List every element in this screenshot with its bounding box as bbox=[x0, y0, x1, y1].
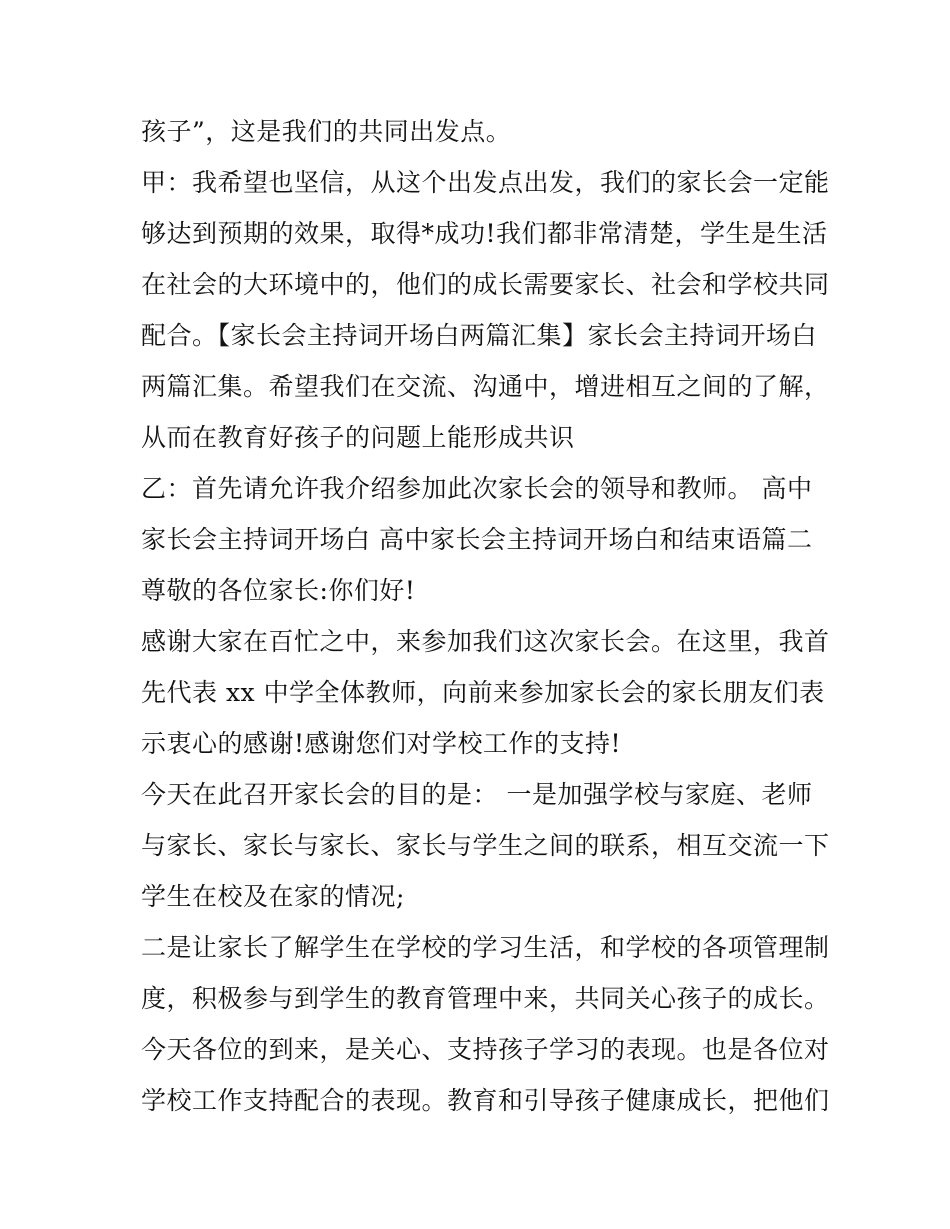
text-line: 学校工作支持配合的表现。教育和引导孩子健康成长，把他们 bbox=[141, 1086, 830, 1115]
text-line: 先代表 xx 中学全体教师，向前来参加家长会的家长朋友们表 bbox=[141, 678, 825, 707]
text-line: 学生在校及在家的情况; bbox=[141, 882, 405, 911]
text-line: 示衷心的感谢!感谢您们对学校工作的支持! bbox=[141, 729, 622, 758]
text-line: 孩子”，这是我们的共同出发点。 bbox=[141, 117, 512, 146]
text-line: 尊敬的各位家长:你们好! bbox=[141, 576, 416, 605]
text-line: 感谢大家在百忙之中，来参加我们这次家长会。在这里，我首 bbox=[141, 627, 830, 656]
text-line: 两篇汇集。希望我们在交流、沟通中，增进相互之间的了解， bbox=[141, 372, 830, 401]
text-line: 乙：首先请允许我介绍参加此次家长会的领导和教师。 高中 bbox=[141, 474, 813, 503]
document-body bbox=[141, 106, 830, 1126]
text-line: 甲：我希望也坚信，从这个出发点出发，我们的家长会一定能 bbox=[141, 168, 830, 197]
text-line: 家长会主持词开场白 高中家长会主持词开场白和结束语篇二 bbox=[141, 525, 813, 554]
text-line: 二是让家长了解学生在学校的学习生活，和学校的各项管理制 bbox=[141, 933, 830, 962]
text-line: 与家长、家长与家长、家长与学生之间的联系，相互交流一下 bbox=[141, 831, 830, 860]
text-line: 今天各位的到来，是关心、支持孩子学习的表现。也是各位对 bbox=[141, 1035, 830, 1064]
text-line: 从而在教育好孩子的问题上能形成共识 bbox=[141, 423, 575, 452]
text-line: 配合。【家长会主持词开场白两篇汇集】家长会主持词开场白 bbox=[141, 321, 818, 350]
text-line: 够达到预期的效果，取得*成功!我们都非常清楚，学生是生活 bbox=[141, 219, 828, 248]
text-line: 在社会的大环境中的，他们的成长需要家长、社会和学校共同 bbox=[141, 270, 830, 299]
text-line: 度，积极参与到学生的教育管理中来，共同关心孩子的成长。 bbox=[141, 984, 830, 1013]
text-line: 今天在此召开家长会的目的是： 一是加强学校与家庭、老师 bbox=[141, 780, 813, 809]
